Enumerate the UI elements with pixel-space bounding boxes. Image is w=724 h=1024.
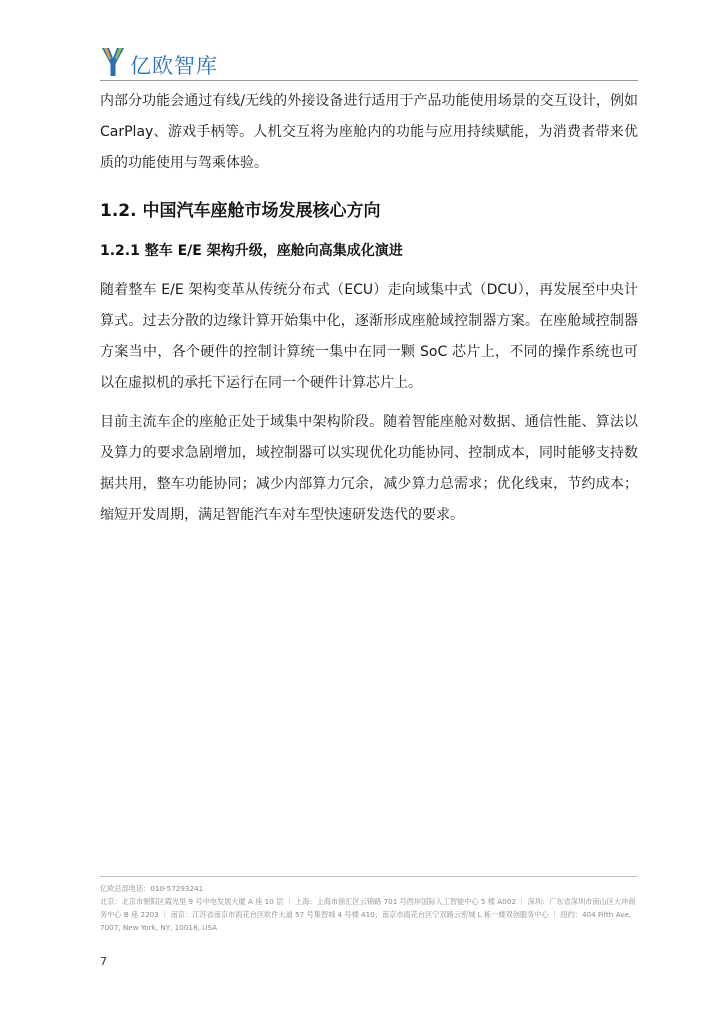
- page-number: 7: [100, 955, 107, 968]
- document-body: [100, 86, 638, 531]
- subsection-heading: 1.2.1 整车 E/E 架构升级，座舱向高集成化演进: [100, 243, 403, 259]
- section-heading: 1.2. 中国汽车座舱市场发展核心方向: [100, 201, 381, 221]
- page-footer: [100, 882, 638, 934]
- logo-text: 亿欧智库: [130, 54, 218, 78]
- intro-paragraph: 内部分功能会通过有线/无线的外接设备进行适用于产品功能使用场景的交互设计，例如CarPlay、游戏手柄等。人机交互将为座舱内的功能与应用持续赋能，为消费者带来优质的功能使用与驾乘体验。: [100, 93, 638, 171]
- header-divider: [100, 80, 638, 81]
- footer-divider: [100, 876, 638, 877]
- logo: [100, 46, 218, 78]
- paragraph-domain-centralized: 目前主流车企的座舱正处于域集中架构阶段。随着智能座舱对数据、通信性能、算法以及算力的要求急剧增加，域控制器可以实现优化功能协同、控制成本，同时能够支持数据共用，整车功能协同；减少内部算力冗余，减少算力总需求；优化线束，节约成本；缩短开发周期，满足智能汽车对车型快速研发迭代的要求。: [100, 414, 638, 523]
- footer-addresses: 北京：北京市朝阳区霞光里 9 号中电发展大厦 A 座 10 层 ｜ 上海：上海市徐汇区云锦路 701 号西岸国际人工智能中心 5 楼 A002 ｜ 深圳：广东省深圳市南山区大冲商务中心 B 座 2203 ｜ 南京：江苏省南京市雨花台区软件大道 57 号集智城 4 号楼 410；南京市雨花台区宁双路云密城 L 栋一楼双创服务中心 ｜ 纽约：404 Fifth Ave, 7007, New York, NY, 10018, USA: [100, 897, 636, 932]
- page-header: [0, 0, 724, 84]
- paragraph-ee-architecture: 随着整车 E/E 架构变革从传统分布式（ECU）走向域集中式（DCU），再发展至中央计算式。过去分散的边缘计算开始集中化，逐渐形成座舱域控制器方案。在座舱域控制器方案当中，各个硬件的控制计算统一集中在同一颗 SoC 芯片上，不同的操作系统也可以在虚拟机的承托下运行在同一个硬件计算芯片上。: [100, 282, 638, 391]
- footer-phone: 亿欧总部电话：010-57293241: [100, 884, 204, 893]
- logo-mark-icon: [100, 46, 126, 78]
